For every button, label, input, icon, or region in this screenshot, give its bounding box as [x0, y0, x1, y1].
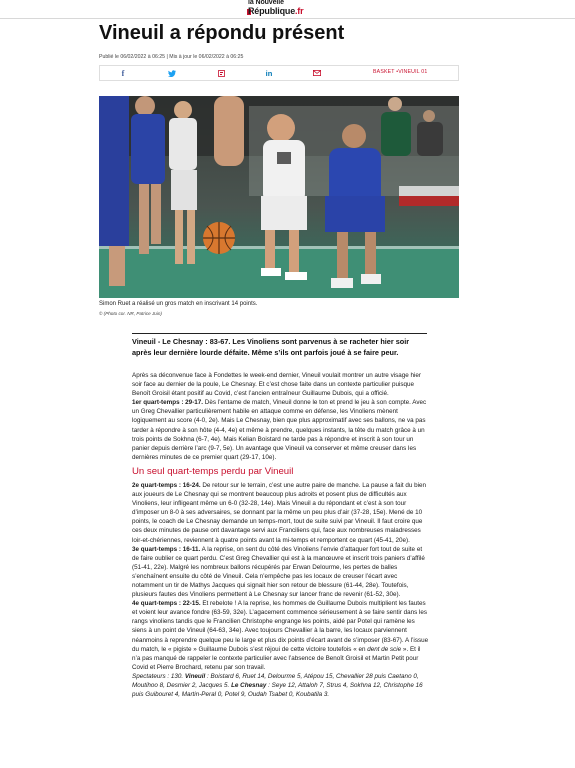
- paragraph-quarter-3: [132, 545, 430, 600]
- logo-main: République: [248, 6, 295, 16]
- paragraph-intro: Après sa déconvenue face à Fondettes le week-end dernier, Vineuil voulait montrer un autre visage hier soir face au dernier de la poule, Le Chesnay. Et c’est chose faite dans un contexte particulier puisque Benoît Groisil étant positif au Covid, c’est l’ancien entraîneur Guillaume Dubois, qui a officié.: [132, 372, 422, 398]
- lineups-spectators: Spectateurs : 130.: [132, 672, 185, 680]
- logo-suffix: .fr: [295, 6, 304, 16]
- lead-divider: [132, 333, 427, 334]
- basketball-photo: [99, 96, 459, 298]
- twitter-icon[interactable]: [164, 66, 180, 80]
- quarter-4-text-a: Et rebelote ! A la reprise, les hommes de Guillaume Dubois multiplient les fautes et voient leur avance fondre (63-59, 32e). L’agacement commence sérieusement à se faire sentir dans les rangs vinoliens tandis que le Francilien Christophe engrange les points, aidé par Potel qui ramène les siens à un point de Vineuil (64-63, 34e). Avec toujours Chevallier à la barre, les locaux parviennent néanmoins à reprendre quelque peu le large et plus dix points d’écart avant de s’imposer (83-67). A l’issue du match, le « pigiste » Guillaume Dubois s’est réjoui de cette victoire toutefois « en: [132, 600, 429, 653]
- lineups-team-2-players: : Seye 12, Attaloh 7, Strus 4, Sokhna 12, Christophe 16 puis Guibouret 4, Martin-Peral 0, Potel 9, Oudah Tsabet 0, Koubatila 3.: [132, 682, 423, 699]
- site-logo[interactable]: [248, 0, 318, 17]
- paragraph-lineups: [132, 672, 430, 699]
- subheading: Un seul quart-temps perdu par Vineuil: [132, 465, 294, 477]
- quarter-2-text: De retour sur le terrain, c’est une autre paire de manche. La pause a fait du bien aux joueurs de Le Chesnay qui se montrent beaucoup plus adroits et posent plus de difficultés aux Vinoliens, leur infligeant même un 6-0 (32-28, 14e). Mais Vineuil a du répondant et c’est à son tour d’imposer un 8-0 à ses adversaires, se donnant par la même un peu plus d’air (37-28, 15e). Mené de 10 points, le coach de Le Chesnay demande un temps-mort, tout de suite suivi par Vineuil. Il faut croire que ces deux minutes de pause ont davantage servi aux Franciliens qui, face aux nombreuses maladresses loir-et-chériennes, reviennent à quatre points avant la mi-temps et remportent ce quart (45-41, 20e).: [132, 481, 427, 544]
- quarter-3-label: 3e quart-temps : 16-11.: [132, 545, 201, 553]
- quarter-2-label: 2e quart-temps : 16-24.: [132, 481, 201, 489]
- facebook-icon[interactable]: f: [121, 68, 125, 78]
- top-bar: [0, 0, 575, 19]
- paragraph-quarter-1: [132, 398, 430, 462]
- quarter-4-label: 4e quart-temps : 22-15.: [132, 600, 201, 608]
- logo-line2: [248, 6, 303, 16]
- article-lead: Vineuil - Le Chesnay : 83-67. Les Vinoliens sont parvenus à se racheter hier soir après leur dernière lourde défaite. Même s’ils ont parfois joué à se faire peur.: [132, 337, 410, 357]
- article-photo: [99, 96, 459, 298]
- photo-credit: © (Photo cor. NR, Patrice Juin): [99, 311, 162, 316]
- lineups-team-1-players: : Boistard 6, Ruet 14, Delourme 5, Atépou 15, Chevallier 28 puis Caetano 0, Moutihoo 8, Desmier 2, Jacques 5.: [132, 672, 419, 689]
- quarter-3-text: A la reprise, on sent du côté des Vinoliens l’envie d’attaquer fort tout de suite et de faire oublier ce quart perdu. C’est Greg Chevallier qui est à la manœuvre et inscrit trois paniers d’affilé (51-41, 22e). Malgré les nombreux ballons récupérés par Erwan Delourme, les pertes de balles s’enchaînent ensuite du côté de Vineuil. Cela n’empêche pas les locaux de creuser l’écart avec notamment un tir de Mathys Jacques qui signait hier son retour de blessure (61-44, 28e). Toutefois, plusieurs fautes des Vinoliens permettent à Le Chesnay sur lancer franc de revenir (61-52, 30e).: [132, 545, 425, 599]
- quarter-1-label: 1er quart-temps : 29-17.: [132, 399, 204, 407]
- lineups-team-2: Le Chesnay: [231, 682, 267, 689]
- quarter-4-text-b: ». Et il n’a pas manqué de rappeler le contexte particulier avec l’absence de Benoît Groisil et Martin Petit pour Covid et Pierre Brochard, retenu par son travail.: [132, 645, 421, 671]
- logo-line1: la Nouvelle: [248, 0, 284, 6]
- photo-caption: Simon Ruet a réalisé un gros match en inscrivant 14 points.: [99, 301, 258, 307]
- paragraph-quarter-4: [132, 599, 430, 672]
- article-tags[interactable]: BASKET •VINEUIL 01: [373, 69, 428, 75]
- publish-meta: Publié le 06/02/2022 à 06:25 | Mis à jour le 06/02/2022 à 06:25: [99, 54, 244, 60]
- quarter-1-text: Dès l’entame de match, Vineuil donne le ton et prend le jeu à son compte. Avec un Greg Chevallier particulièrement habile en attaque comme en défense, les Vinoliens mènent logiquement au score (4-0, 2e). Mais Le Chesnay, bien que plus approximatif avec ses ballons, ne va pas tarder à répondre à son hôte (4-4, 4e) et même à prendre, quelques instants, la tête du match grâce à un trois points de Sokhna (6-7, 4e). Mais Kelian Boistard ne tarde pas à répondre et inscrit à son tour un panier depuis derrière l’arc (9-7, 5e). Un avantage que Vineuil va conserver et même creuser dans les dernières minutes de ce premier quart (29-17, 10e).: [132, 399, 427, 461]
- lineups-team-1: Vineuil: [184, 672, 206, 680]
- share-bar: [99, 65, 459, 81]
- article-body: [132, 371, 430, 699]
- email-icon[interactable]: [309, 66, 325, 80]
- flipboard-icon[interactable]: [213, 66, 229, 80]
- linkedin-icon[interactable]: in: [265, 68, 273, 78]
- page-title: Vineuil a répondu présent: [99, 22, 345, 44]
- quarter-4-italic: dent de scie: [367, 645, 402, 653]
- paragraph-quarter-2: [132, 481, 430, 545]
